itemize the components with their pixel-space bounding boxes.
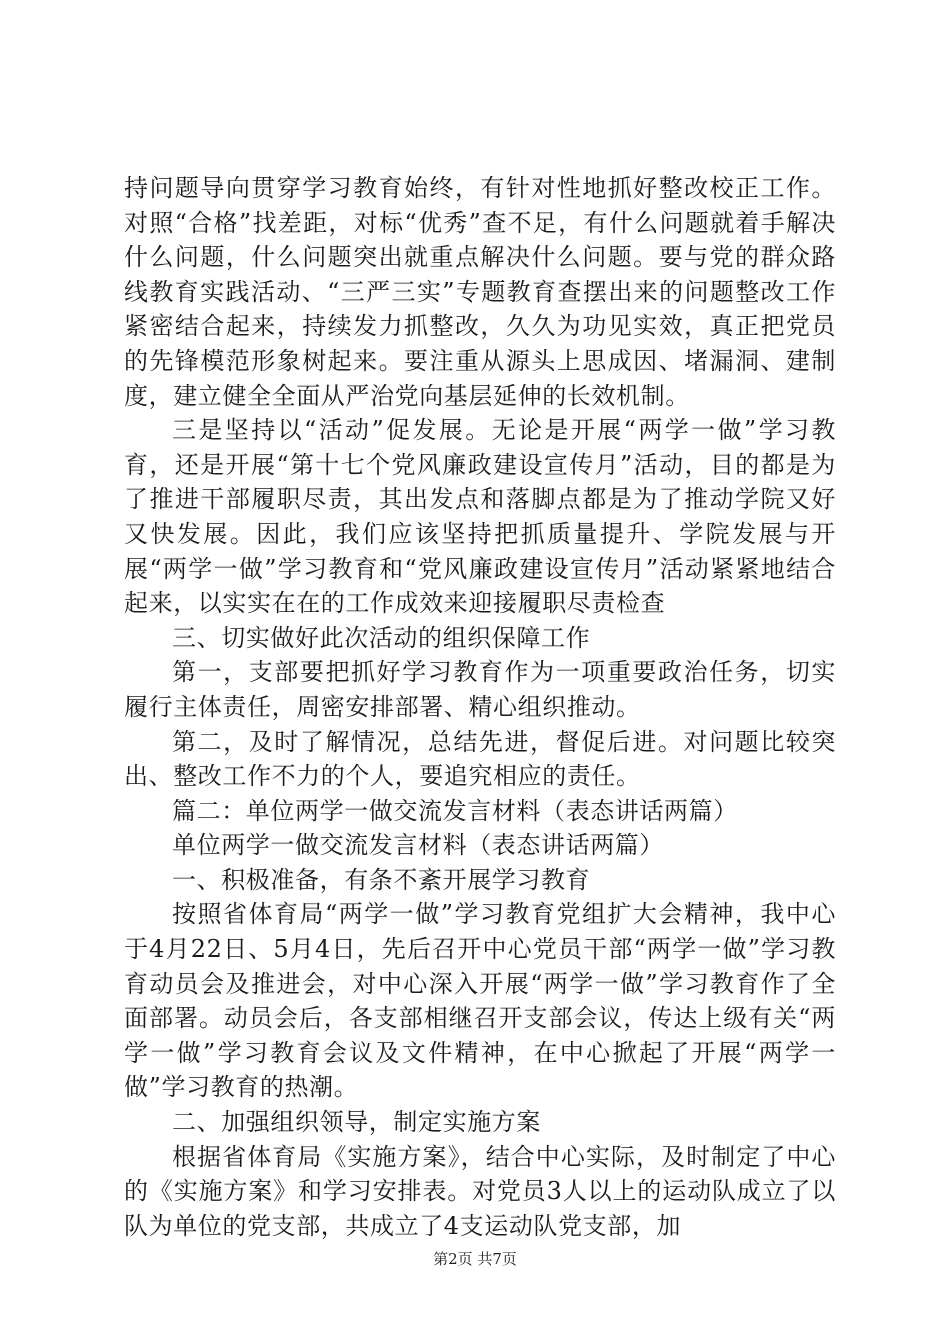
section-heading-three: 三、切实做好此次活动的组织保障工作 xyxy=(172,623,591,652)
section-heading-two: 二、加强组织领导，制定实施方案 xyxy=(172,1108,541,1137)
paragraph-first: 第一，支部要把抓好学习教育作为一项重要政治任务，切实履行主体责任，周密安排部署、精心组织推动。 xyxy=(124,658,836,721)
paragraph-point-three: 三是坚持以“活动”促发展。无论是开展“两学一做”学习教育，还是开展“第十七个党风廉政建设宣传月”活动，目的都是为了推进干部履职尽责，其出发点和落脚点都是为了推动学院又好又快发展。因此，我们应该坚持把抓质量提升、学院发展与开展“两学一做”学习教育和“党风廉政建设宣传月”活动紧紧地结合起来，以实实在在的工作成效来迎接履职尽责检查 xyxy=(124,416,836,618)
paragraph-second: 第二，及时了解情况，总结先进，督促后进。对问题比较突出、整改工作不力的个人，要追究相应的责任。 xyxy=(124,727,836,791)
section-heading-one: 一、积极准备，有条不紊开展学习教育 xyxy=(172,865,591,894)
chapter-heading: 篇二：单位两学一做交流发言材料（表态讲话两篇） xyxy=(172,796,738,825)
paragraph-continuation: 持问题导向贯穿学习教育始终，有针对性地抓好整改校正工作。对照“合格”找差距，对标“优秀”查不足，有什么问题就着手解决什么问题，什么问题突出就重点解决什么问题。要与党的群众路线教育实践活动、“三严三实”专题教育查摆出来的问题整改工作紧密结合起来，持续发力抓整改，久久为功见实效，真正把党员的先锋模范形象树起来。要注重从源头上思成因、堵漏洞、建制度，建立健全全面从严治党向基层延伸的长效机制。 xyxy=(124,174,836,410)
document-body xyxy=(124,171,836,1243)
document-title: 单位两学一做交流发言材料（表态讲话两篇） xyxy=(172,831,664,860)
paragraph-preparation: 按照省体育局“两学一做”学习教育党组扩大会精神，我中心于4月22日、5月4日，先后召开中心党员干部“两学一做”学习教育动员会及推进会，对中心深入开展“两学一做”学习教育作了全面部署。动员会后，各支部相继召开支部会议，传达上级有关“两学一做”学习教育会议及文件精神，在中心掀起了开展“两学一做”学习教育的热潮。 xyxy=(124,900,836,1102)
page-number-footer: 第2页 共7页 xyxy=(433,1250,517,1268)
paragraph-plan: 根据省体育局《实施方案》，结合中心实际，及时制定了中心的《实施方案》和学习安排表。对党员3人以上的运动队成立了以队为单位的党支部，共成立了4支运动队党支部，加 xyxy=(124,1142,836,1240)
